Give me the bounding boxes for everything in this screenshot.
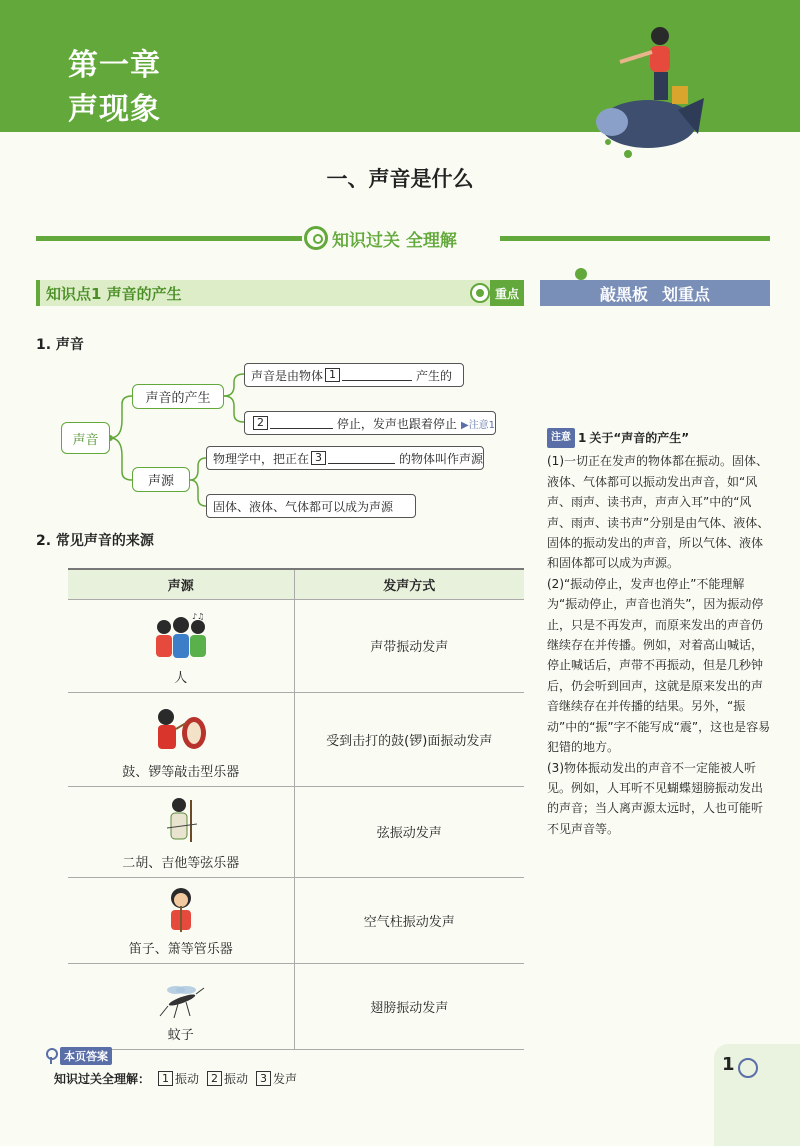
note-paragraph-2: (2)“振动停止，发声也停止”不能理解为“振动停止，声音也消失”，因为振动停止，只是不再发声，而原来发出的声音仍继续存在并传播。例如，对着高山喊话，停止喊话后，声带不再振动，但是几秒钟后，仍会听到回声，这就是原来发出的声音继续存在并传播的结果。另外，“振动”中的“振”字不能写成“震”，这也是容易犯错的地方。 <box>547 576 771 755</box>
sidebar-note <box>547 428 772 839</box>
source-name: 人 <box>174 670 188 686</box>
answer-number: 3 <box>256 1071 271 1086</box>
source-name: 笛子、箫等管乐器 <box>128 941 233 957</box>
chapter-number: 第一章 <box>68 48 161 83</box>
swirl-icon <box>738 1058 758 1078</box>
leaf3-post: 的物体叫作声源 <box>398 451 483 466</box>
answer-text: 振动 <box>224 1072 249 1086</box>
mindmap-leaf-2 <box>244 411 496 435</box>
table-header-row <box>68 569 524 599</box>
table-cell-method: 声带振动发声 <box>294 599 524 692</box>
svg-text:♪♫: ♪♫ <box>191 611 205 621</box>
table-header-method: 发声方式 <box>294 569 524 599</box>
mosquito-icon <box>156 980 206 1020</box>
leaf1-pre: 声音是由物体 <box>251 368 324 383</box>
leaf3-pre: 物理学中，把正在 <box>213 451 310 466</box>
sound-sources-table <box>68 568 524 1050</box>
page-number: 1 <box>722 1054 735 1075</box>
table-row <box>68 786 524 877</box>
mindmap-leaf-4: 固体、液体、气体都可以成为声源 <box>206 494 416 518</box>
heading-sound: 1. 声音 <box>36 337 84 353</box>
blank-3-line <box>328 452 395 464</box>
table-cell-method: 空气柱振动发声 <box>294 877 524 963</box>
section-title: 一、声音是什么 <box>326 167 474 191</box>
mindmap-leaf-3 <box>206 446 484 470</box>
note-paragraph-1: (1)一切正在发声的物体都在振动。固体、液体、气体都可以振动发出声音，如“风声、雨声、读书声，声声入耳”中的“风声、雨声、读书声”分别是由气体、液体、固体的振动发出的声音，所以气体、液体和固体都可以成为声源。 <box>547 454 770 571</box>
answers-line <box>54 1070 297 1087</box>
answer-number: 1 <box>158 1071 173 1086</box>
drum-player-icon <box>150 705 212 757</box>
table-row <box>68 599 524 692</box>
blank-1-number: 1 <box>325 368 340 382</box>
note-chip: 注意 <box>547 428 575 448</box>
erhu-player-icon <box>161 796 201 848</box>
table-row <box>68 877 524 963</box>
mindmap-branch-source: 声源 <box>132 467 190 492</box>
table-cell-source <box>68 692 294 786</box>
blank-3-number: 3 <box>311 451 326 465</box>
table-cell-method: 弦振动发声 <box>294 786 524 877</box>
source-name: 蚊子 <box>167 1027 194 1043</box>
table-cell-method: 受到击打的鼓(锣)面振动发声 <box>294 692 524 786</box>
note-paragraph-3: (3)物体振动发出的声音不一定能被人听见。例如，人耳听不见蝴蝶翅膀振动发出的声音；当人离声源太远时，人也可能听不见声音等。 <box>547 760 764 836</box>
side-header-left: 敲黑板 <box>600 284 649 304</box>
table-cell-source <box>68 877 294 963</box>
answers-tag <box>44 1047 112 1065</box>
answer-text: 发声 <box>273 1072 298 1086</box>
key-icon <box>44 1048 58 1064</box>
table-cell-source <box>68 599 294 692</box>
side-header-right: 划重点 <box>662 284 711 304</box>
source-name: 鼓、锣等敲击型乐器 <box>122 764 240 780</box>
table-cell-source <box>68 786 294 877</box>
answers-label: 本页答案 <box>60 1047 112 1065</box>
table-header-source: 声源 <box>68 569 294 599</box>
answer-number: 2 <box>207 1071 222 1086</box>
answer-item <box>158 1070 199 1087</box>
source-name: 二胡、吉他等弦乐器 <box>122 855 240 871</box>
blank-2-number: 2 <box>253 416 268 430</box>
table-cell-source <box>68 963 294 1049</box>
note-number: 1 <box>578 431 587 445</box>
divider-label-text: 知识过关 全理解 <box>332 230 457 251</box>
knowledge-point-title: 知识点1 声音的产生 <box>46 284 182 303</box>
leaf1-post: 产生的 <box>416 368 453 383</box>
singing-people-icon <box>152 611 210 663</box>
mindmap-leaf-1 <box>244 363 464 387</box>
answer-item <box>207 1070 248 1087</box>
note-header <box>547 428 772 448</box>
answers-prefix: 知识过关全理解： <box>54 1072 151 1086</box>
note-reference: ▶注意1 <box>460 419 495 431</box>
table-row <box>68 963 524 1049</box>
blank-1-line <box>342 369 412 381</box>
leaf2-post: 停止，发声也跟着停止 <box>336 416 457 431</box>
key-point-badge: 重点 <box>490 280 524 306</box>
table-cell-method: 翅膀振动发声 <box>294 963 524 1049</box>
note-title: 关于“声音的产生” <box>589 431 690 445</box>
answer-item <box>256 1070 297 1087</box>
table-row <box>68 692 524 786</box>
chapter-topic: 声现象 <box>68 92 161 127</box>
mindmap-root: 声音 <box>61 422 110 454</box>
heading-common-sources: 2. 常见声音的来源 <box>36 533 154 549</box>
mindmap-branch-production: 声音的产生 <box>132 384 224 409</box>
blank-2-line <box>270 417 333 429</box>
answer-text: 振动 <box>175 1072 200 1086</box>
flute-player-icon <box>161 886 201 934</box>
